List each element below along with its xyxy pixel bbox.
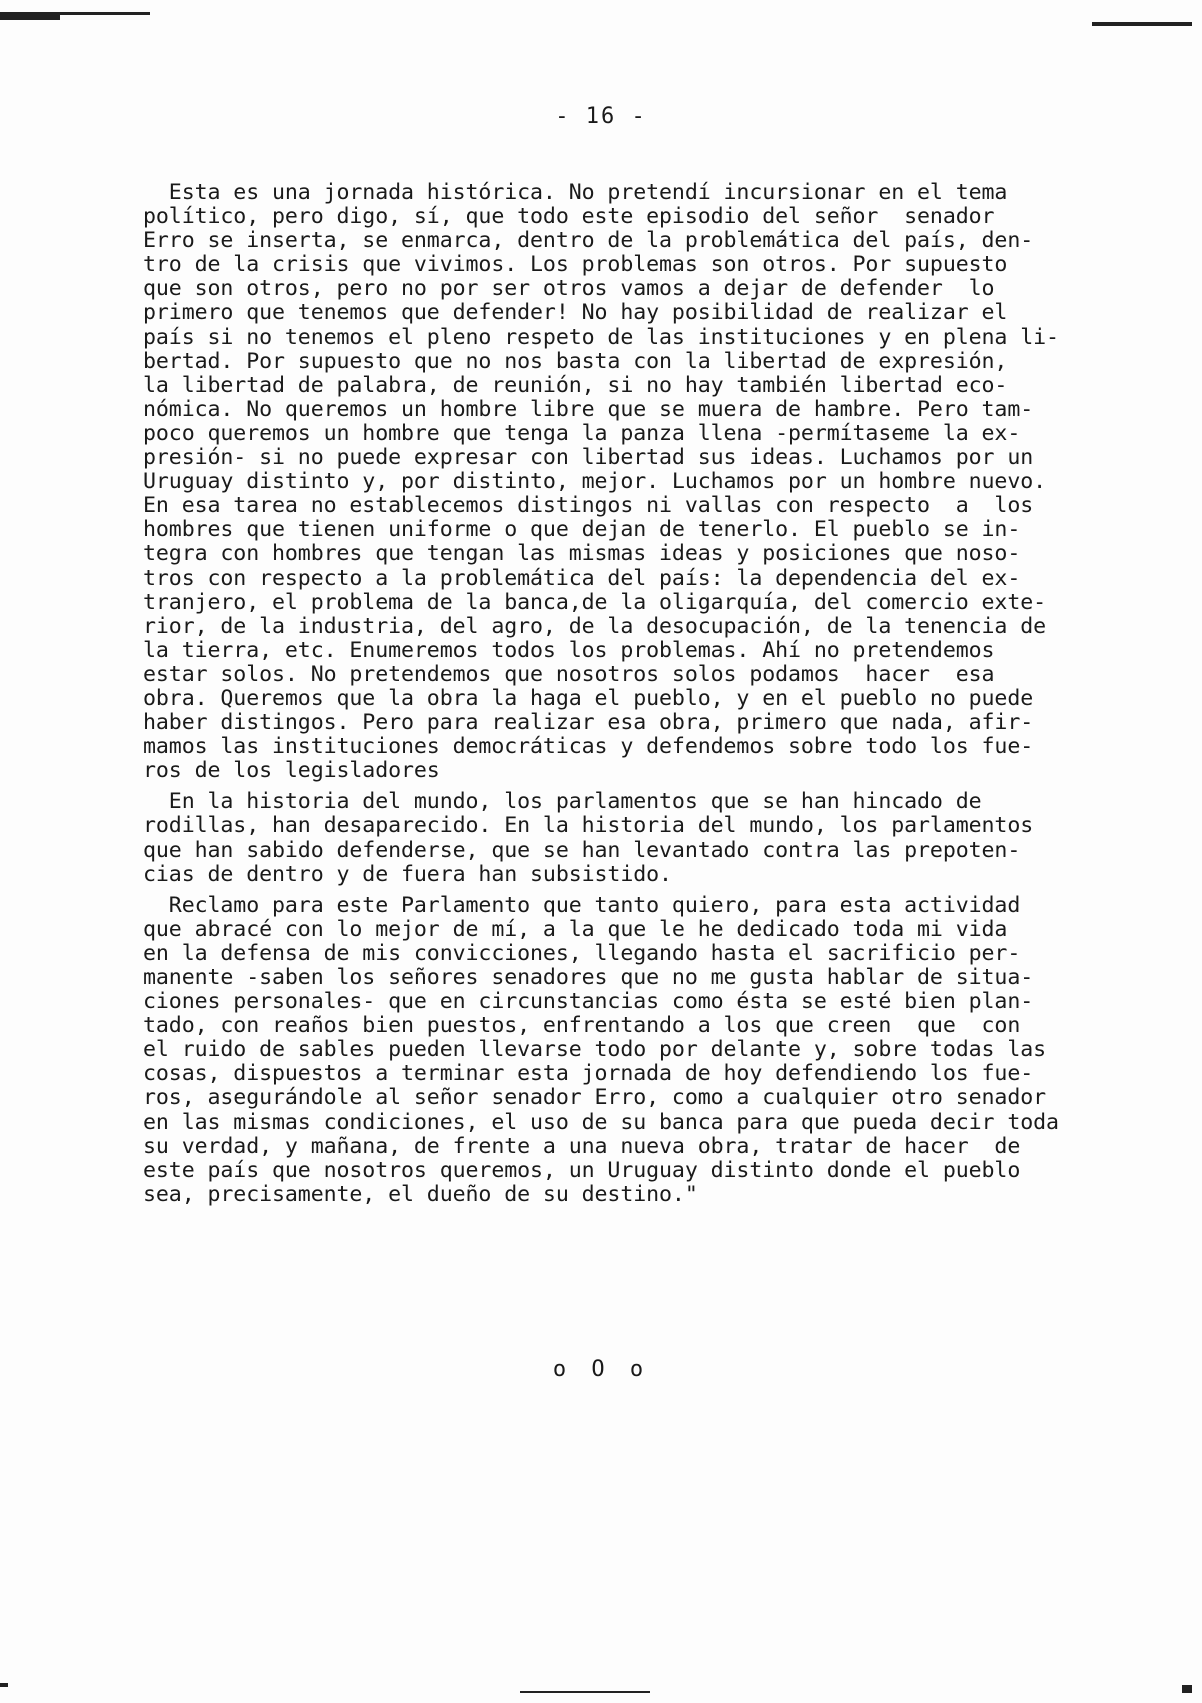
text-line: poco queremos un hombre que tenga la panza llena -permítaseme la ex- [143,420,1021,446]
text-line: este país que nosotros queremos, un Uruguay distinto donde el pueblo [143,1157,1021,1183]
text-line: país si no tenemos el pleno respeto de las instituciones y en plena li- [143,324,1059,350]
text-line: tegra con hombres que tengan las mismas ideas y posiciones que noso- [143,541,1021,567]
text-line: la libertad de palabra, de reunión, si no hay también libertad eco- [143,372,1008,398]
text-line: primero que tenemos que defender! No hay posibilidad de realizar el [143,300,1008,326]
document-body [143,181,1153,1207]
text-line: el ruido de sables pueden llevarse todo por delante y, sobre todas las [143,1037,1047,1063]
text-line: la tierra, etc. Enumeremos todos los problemas. Ahí no pretendemos [143,637,995,663]
text-line: político, pero digo, sí, que todo este episodio del señor senador [143,204,995,230]
text-line: que abracé con lo mejor de mí, a la que le he dedicado toda mi vida [143,916,1008,942]
text-line: su verdad, y mañana, de frente a una nueva obra, tratar de hacer de [143,1133,1021,1159]
text-line: obra. Queremos que la obra la haga el pueblo, y en el pueblo no puede [143,685,1034,711]
text-line: en la defensa de mis convicciones, llegando hasta el sacrificio per- [143,940,1021,966]
text-line: haber distingos. Pero para realizar esa obra, primero que nada, afir- [143,710,1034,736]
text-line: Uruguay distinto y, por distinto, mejor. Luchamos por un hombre nuevo. [143,469,1047,495]
text-line: que son otros, pero no por ser otros vamos a dejar de defender lo [143,276,995,302]
text-line: nómica. No queremos un hombre libre que se muera de hambre. Pero tam- [143,396,1034,422]
text-line: Erro se inserta, se enmarca, dentro de la problemática del país, den- [143,228,1034,254]
text-line: sea, precisamente, el dueño de su destino." [143,1181,698,1207]
text-line: presión- si no puede expresar con libertad sus ideas. Luchamos por un [143,445,1034,471]
paragraph [143,894,1153,1207]
scan-edge-mark [0,1683,8,1687]
paragraph [143,181,1153,783]
scan-edge-mark [1092,22,1192,26]
text-line: rior, de la industria, del agro, de la desocupación, de la tenencia de [143,613,1047,639]
text-line: bertad. Por supuesto que no nos basta con la libertad de expresión, [143,348,1008,374]
text-line: rodillas, han desaparecido. En la historia del mundo, los parlamentos [143,813,1034,839]
text-line: tranjero, el problema de la banca,de la oligarquía, del comercio exte- [143,589,1047,615]
text-line: ros, asegurándole al señor senador Erro, como a cualquier otro senador [143,1085,1047,1111]
text-line: En la historia del mundo, los parlamentos que se han hincado de [143,789,982,815]
text-line: ciones personales- que en circunstancias como ésta se esté bien plan- [143,989,1034,1015]
text-line: que han sabido defenderse, que se han levantado contra las prepoten- [143,837,1021,863]
text-line: Esta es una jornada histórica. No pretendí incursionar en el tema [143,180,1008,205]
text-line: tado, con reaños bien puestos, enfrentando a los que creen que con [143,1013,1021,1039]
scan-edge-mark [1182,1685,1192,1693]
text-line: en las mismas condiciones, el uso de su banca para que pueda decir toda [143,1109,1059,1135]
paragraph [143,790,1153,886]
page-number: - 16 - [555,104,647,129]
text-line: Reclamo para este Parlamento que tanto quiero, para esta actividad [143,892,1021,918]
text-line: cias de dentro y de fuera han subsistido. [143,861,672,887]
text-line: manente -saben los señores senadores que no me gusta hablar de situa- [143,965,1034,990]
text-line: tro de la crisis que vivimos. Los problemas son otros. Por supuesto [143,252,1008,278]
text-line: tros con respecto a la problemática del país: la dependencia del ex- [143,565,1021,591]
scan-edge-mark [0,14,60,20]
text-line: En esa tarea no establecemos distingos ni vallas con respecto a los [143,493,1034,519]
text-line: mamos las instituciones democráticas y defendemos sobre todo los fue- [143,734,1034,760]
scan-edge-mark [520,1691,650,1693]
text-line: hombres que tienen uniforme o que dejan de tenerlo. El pueblo se in- [143,517,1021,543]
text-line: ros de los legisladores [143,758,440,784]
text-line: estar solos. No pretendemos que nosotros solos podamos hacer esa [143,661,995,687]
end-mark: o O o [552,1357,650,1382]
text-line: cosas, dispuestos a terminar esta jornada de hoy defendiendo los fue- [143,1061,1034,1087]
